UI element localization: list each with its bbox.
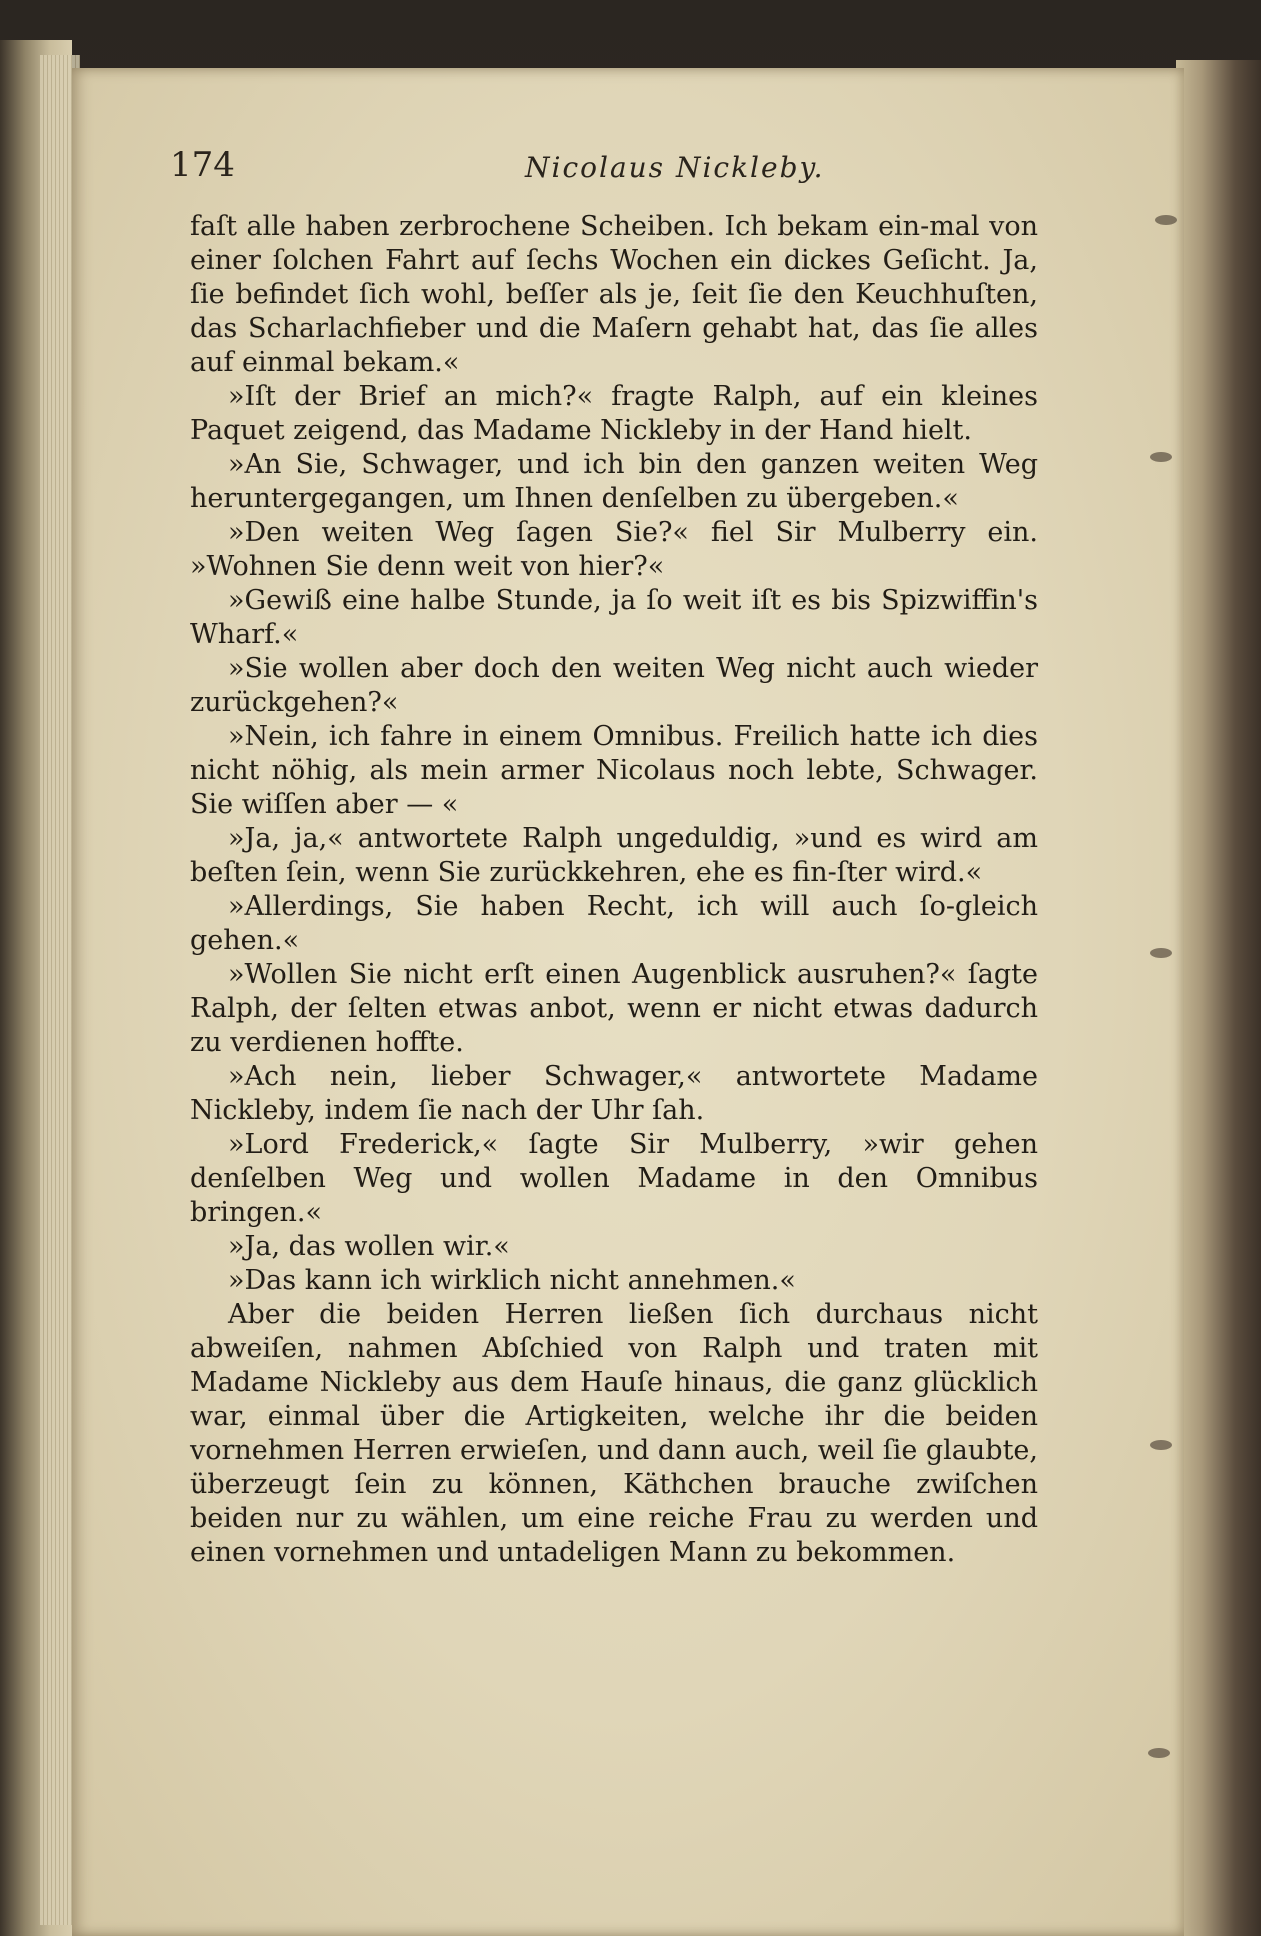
margin-mark <box>1150 948 1172 958</box>
paragraph: »Den weiten Weg ſagen Sie?« fiel Sir Mulberry ein. »Wohnen Sie denn weit von hier?« <box>190 517 1038 582</box>
paragraph: faſt alle haben zerbrochene Scheiben. Ich bekam ein-mal von einer ſolchen Fahrt auf ſechs Wochen ein dickes Geſicht. Ja, ſie befindet ſich wohl, beſſer als je, ſeit ſie den Keuchhuſten, das Scharlachfieber und die Maſern gehabt hat, das ſie alles auf einmal bekam.« <box>190 211 1038 378</box>
margin-mark <box>1150 452 1172 462</box>
page-header <box>170 145 870 195</box>
paragraph: »Nein, ich fahre in einem Omnibus. Freilich hatte ich dies nicht nöhig, als mein armer Nicolaus noch lebte, Schwager. Sie wiſſen aber — « <box>190 721 1038 820</box>
paragraph: »Lord Frederick,« ſagte Sir Mulberry, »wir gehen denſelben Weg und wollen Madame in den Omnibus bringen.« <box>190 1129 1038 1228</box>
margin-mark <box>1150 1440 1172 1450</box>
margin-mark <box>1148 1748 1170 1758</box>
paragraph: »Ach nein, lieber Schwager,« antwortete Madame Nickleby, indem ſie nach der Uhr ſah. <box>190 1061 1038 1126</box>
paragraph: Aber die beiden Herren ließen ſich durchaus nicht abweiſen, nahmen Abſchied von Ralph und traten mit Madame Nickleby aus dem Hauſe hinaus, die ganz glücklich war, einmal über die Artigkeiten, welche ihr die beiden vornehmen Herren erwieſen, und dann auch, weil ſie glaubte, überzeugt ſein zu können, Käthchen brauche zwiſchen beiden nur zu wählen, um eine reiche Frau zu werden und einen vornehmen und untadeligen Mann zu bekommen. <box>190 1299 1038 1568</box>
body-text <box>190 210 1038 1570</box>
paragraph: »Gewiß eine halbe Stunde, ja ſo weit iſt es bis Spizwiffin's Wharf.« <box>190 585 1038 650</box>
paragraph: »Sie wollen aber doch den weiten Weg nicht auch wieder zurückgehen?« <box>190 653 1038 718</box>
paragraph: »An Sie, Schwager, und ich bin den ganzen weiten Weg heruntergegangen, um Ihnen denſelben zu übergeben.« <box>190 449 1038 514</box>
paragraph: »Ja, das wollen wir.« <box>228 1231 510 1262</box>
paragraph: »Wollen Sie nicht erſt einen Augenblick ausruhen?« ſagte Ralph, der ſelten etwas anbot, wenn er nicht etwas dadurch zu verdienen hoffte. <box>190 959 1038 1058</box>
book-right-edge <box>1176 60 1261 1936</box>
page-number: 174 <box>170 145 235 185</box>
margin-mark <box>1155 215 1177 225</box>
paragraph: »Allerdings, Sie haben Recht, ich will auch ſo-gleich gehen.« <box>190 891 1038 956</box>
paragraph: »Ja, ja,« antwortete Ralph ungeduldig, »und es wird am beſten ſein, wenn Sie zurückkehren, ehe es fin-ſter wird.« <box>190 823 1038 888</box>
paragraph: »Das kann ich wirklich nicht annehmen.« <box>228 1265 796 1296</box>
paragraph: »Iſt der Brief an mich?« fragte Ralph, auf ein kleines Paquet zeigend, das Madame Nickleby in der Hand hielt. <box>190 381 1038 446</box>
running-head: Nicolaus Nickleby. <box>525 151 825 184</box>
